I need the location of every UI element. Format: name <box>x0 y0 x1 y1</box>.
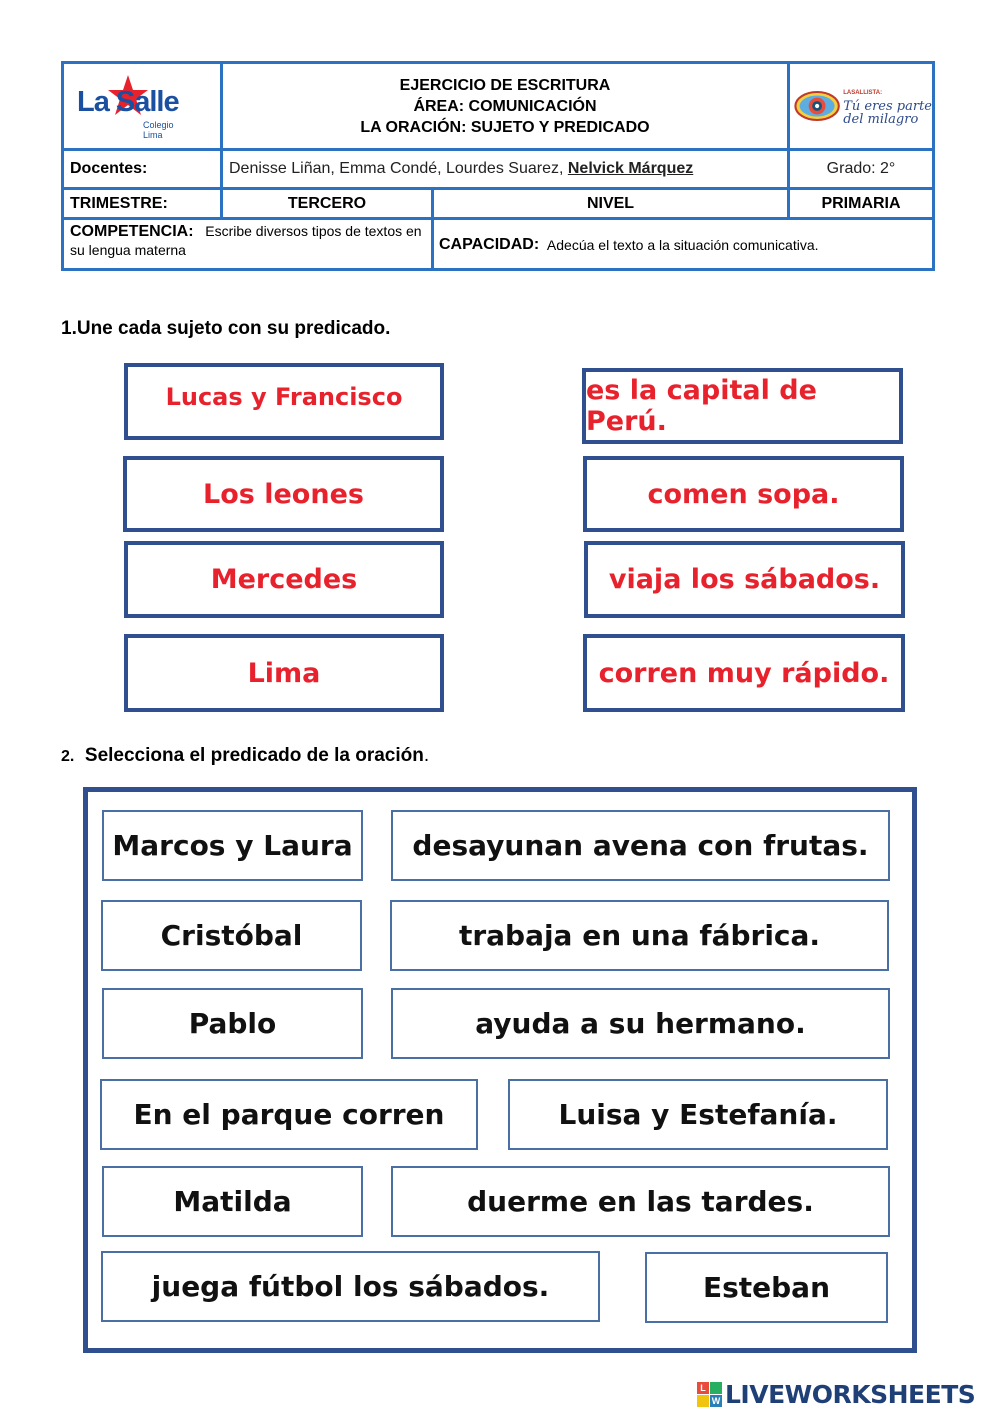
question-2-period: . <box>423 745 430 766</box>
badge-line: Tú eres parte <box>843 98 932 114</box>
capacidad-label: CAPACIDAD: <box>439 236 540 253</box>
competencia-text: Escribe diversos tipos de textos en su lengua materna <box>70 223 422 258</box>
subject-box[interactable]: Los leones <box>123 456 444 532</box>
capacidad-text: Adecúa el texto a la situación comunicativa. <box>546 237 819 253</box>
predicate-box[interactable]: comen sopa. <box>583 456 904 532</box>
sentence-part-box[interactable]: Esteban <box>645 1252 888 1323</box>
liveworksheets-watermark <box>697 1379 975 1409</box>
docentes-list: Denisse Liñan, Emma Condé, Lourdes Suarez, <box>229 160 568 177</box>
eye-icon <box>794 83 840 129</box>
title-line: EJERCICIO DE ESCRITURA <box>399 76 611 94</box>
trimestre-value: TERCERO <box>287 194 367 212</box>
title-line: ÁREA: COMUNICACIÓN <box>413 97 597 115</box>
docentes-last: Nelvick Márquez <box>567 160 694 177</box>
predicate-box[interactable]: corren muy rápido. <box>583 634 905 712</box>
subject-box[interactable]: Lima <box>124 634 444 712</box>
logo-tile-blank <box>710 1382 722 1394</box>
sentence-part-box[interactable]: Matilda <box>102 1166 363 1237</box>
predicate-box[interactable]: es la capital de Perú. <box>582 368 903 444</box>
sentence-part-box[interactable]: desayunan avena con frutas. <box>391 810 890 881</box>
logo-brand: La Salle <box>77 86 179 118</box>
title-line: LA ORACIÓN: SUJETO Y PREDICADO <box>360 118 650 136</box>
logo-tile: L <box>697 1382 709 1394</box>
sentence-part-box[interactable]: Cristóbal <box>101 900 362 971</box>
sentence-part-box[interactable]: trabaja en una fábrica. <box>390 900 889 971</box>
docentes-label: Docentes: <box>70 160 148 177</box>
trimestre-label: TRIMESTRE: <box>70 194 168 212</box>
logo-tile-blank <box>697 1395 709 1407</box>
sentence-part-box[interactable]: Luisa y Estefanía. <box>508 1079 888 1150</box>
liveworksheets-brand: LIVEWORKSHEETS <box>725 1379 976 1409</box>
subject-box[interactable]: Mercedes <box>124 541 444 618</box>
question-2-title <box>61 745 429 767</box>
sentence-part-box[interactable]: En el parque corren <box>100 1079 478 1150</box>
question-2-text: Selecciona el predicado de la oración <box>84 745 424 766</box>
sentence-part-box[interactable]: Marcos y Laura <box>102 810 363 881</box>
competencia <box>70 222 426 268</box>
question-1-title: 1.Une cada sujeto con su predicado. <box>61 318 391 339</box>
subject-box[interactable]: Lucas y Francisco <box>124 363 444 440</box>
worksheet-title <box>223 64 787 148</box>
capacidad <box>439 220 929 270</box>
question-2-number: 2. <box>61 748 75 765</box>
logo-sub: Lima <box>143 130 163 140</box>
nivel-label: NIVEL <box>586 194 635 212</box>
liveworksheets-logo-icon <box>697 1382 722 1407</box>
nivel-value: PRIMARIA <box>821 194 901 212</box>
grado-value: Grado: 2° <box>826 160 896 177</box>
badge-tag: LASALLISTA: <box>843 89 883 96</box>
milagro-badge <box>790 64 932 148</box>
docentes-names <box>229 151 787 187</box>
school-logo <box>64 64 220 148</box>
sentence-part-box[interactable]: duerme en las tardes. <box>391 1166 890 1237</box>
sentence-part-box[interactable]: ayuda a su hermano. <box>391 988 890 1059</box>
badge-line: del milagro <box>843 111 919 127</box>
competencia-label: COMPETENCIA: <box>70 223 194 240</box>
header-table <box>61 61 935 271</box>
logo-sub: Colegio <box>143 120 174 130</box>
sentence-part-box[interactable]: juega fútbol los sábados. <box>101 1251 600 1322</box>
predicate-box[interactable]: viaja los sábados. <box>584 541 905 618</box>
logo-tile: W <box>711 1395 721 1406</box>
sentence-part-box[interactable]: Pablo <box>102 988 363 1059</box>
